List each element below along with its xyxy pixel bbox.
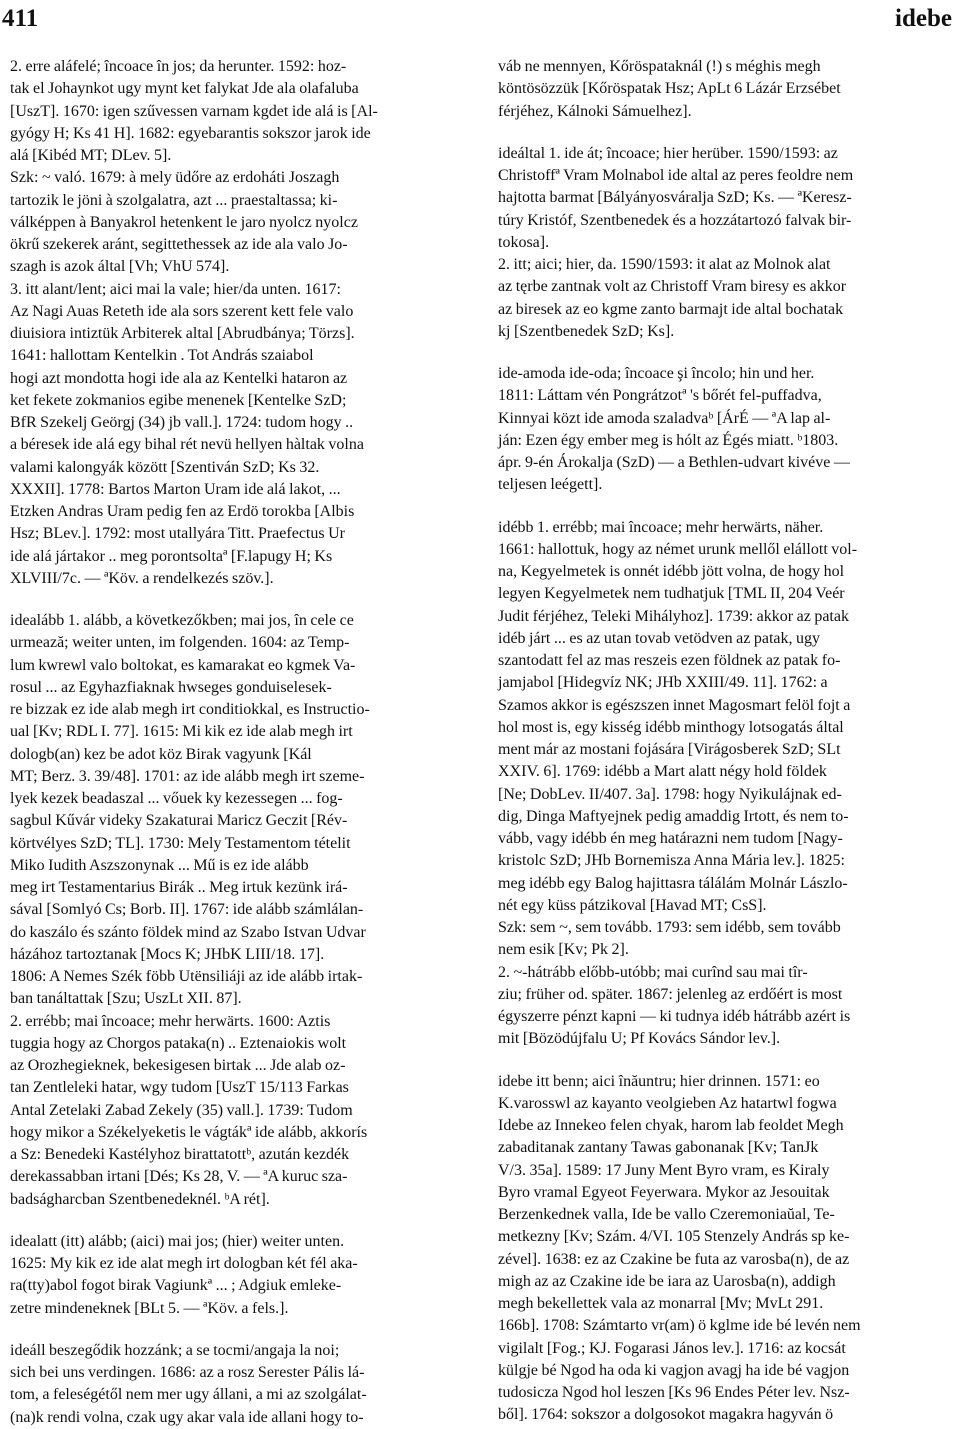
text-line: külgje bé Ngod ha oda ki vagjon avagj ha ide bé vagjon — [498, 1361, 850, 1379]
dictionary-entry — [498, 56, 950, 123]
text-line: migh az az Czakine ide be iara az Uarosba(n), addigh — [498, 1272, 836, 1290]
text-line: Christoffª Vram Molnabol ide altal az peres feoldre nem — [498, 167, 854, 184]
text-line: az Orozhegieknek, bekesigesen birtak ... Jde alab oz- — [10, 1057, 346, 1074]
dictionary-entry — [10, 56, 462, 167]
text-line: a béresek ide alá egy bihal rét nevü hellyen hàltak volna — [10, 436, 364, 454]
page-number: 411 — [2, 5, 39, 32]
text-line: vább, vagy idébb én meg határazni nem tudom [Nagy- — [498, 830, 843, 847]
text-line: köntösözzük [Kőröspatak Hsz; ApLt 6 Lázár Erzsébet — [498, 80, 841, 98]
dictionary-entry — [10, 1231, 462, 1320]
text-line: válképpen à Banyakrol hetenkent le jaro nyolcz nyolcz — [10, 213, 358, 231]
text-line: ziu; früher od. später. 1867: jelenleg az erdőért is most — [498, 985, 843, 1003]
paragraph-gap — [498, 123, 950, 143]
dictionary-entry — [498, 254, 950, 343]
text-line: tom, a feleségétől nem mer ugy állani, a mi az szolgálat- — [10, 1386, 367, 1404]
text-line: váb ne mennyen, Kőröspataknál (!) s méghis megh — [498, 58, 821, 75]
text-line: 1806: A Nemes Szék föbb Utënsiliáji az ide alább irtak- — [10, 968, 363, 985]
text-line: ket fekete zokmanios egibe menenek [Kentelke SzD; — [10, 391, 347, 409]
text-line: tan Zentleleki hatar, wgy tudom [UszT 15/113 Farkas — [10, 1079, 349, 1097]
text-line: lum kwrewl valo boltokat, es kamarakat eo kgmek Va- — [10, 656, 356, 674]
text-line: dologb(an) kez be adot köz Birak vagyunk [Kál — [10, 745, 312, 763]
text-line: tartozik le jöni à szolgalatra, azt ... praestaltassa; ki- — [10, 191, 338, 209]
text-line: meg irt Testamentarius Birák .. Meg irtuk kezünk irá- — [10, 879, 348, 896]
text-line: XLVIII/7c. — ªKöv. a rendelkezés szöv.]. — [10, 569, 274, 587]
text-line: 1811: Láttam vén Pongrátzotª 's bőrét fel-puffadva, — [498, 387, 822, 405]
text-line: Szamos akkor is egészszen innet Magosmart felöl fojt a — [498, 696, 851, 714]
dictionary-entry — [498, 517, 950, 918]
text-line: sagbul Kűvár videky Szakaturai Maricz Geczit [Rév- — [10, 812, 348, 830]
text-line: MT; Berz. 3. 39/48]. 1701: az ide alább megh irt szeme- — [10, 767, 365, 785]
text-line: zetre mindeneknek [BLt 5. — ªKöv. a fels.]. — [10, 1299, 289, 1317]
text-line: nét egy küss pátzikoval [Havad MT; CsS]. — [498, 896, 767, 914]
dictionary-entry — [498, 962, 950, 1051]
text-line: körtvélyes SzD; TL]. 1730: Mely Testamentom tételit — [10, 834, 351, 852]
right-column — [498, 56, 950, 1427]
text-line: Judit férjéhez, Teleki Mihályhoz]. 1739: akkor az patak — [498, 607, 849, 625]
text-line: Kinnyai közt ide amoda szaladvaᵇ [ÁrÉ — ªA lap al- — [498, 409, 831, 427]
text-line: 1661: hallottuk, hogy az német urunk mellől elállott vol- — [498, 540, 858, 558]
text-line: Az Nagi Auas Reteth ide ala sors szerent kett fele valo — [10, 302, 354, 320]
text-line: derekassabban irtani [Dés; Ks 28, V. — ªA kuruc sza- — [10, 1168, 348, 1186]
text-line: hogi azt mondotta hogi ide ala az Kentelki hataron az — [10, 369, 348, 387]
paragraph-gap — [498, 343, 950, 363]
paragraph-gap — [10, 590, 462, 610]
dictionary-entry — [498, 917, 950, 962]
text-line: a Sz: Benedeki Kastélyhoz birattatottᵇ, azután kezdék — [10, 1146, 350, 1163]
paragraph-gap — [10, 1211, 462, 1231]
text-line: hajtotta barmat [Bályányosváralja SzD; Ks. — ªKeresz- — [498, 189, 852, 207]
text-line: Antal Zetelaki Zabad Zekely (35) vall.]. 1739: Tudom — [10, 1101, 353, 1119]
text-line: diuisiora intiztük Arbiterek altal [Abrudbánya; Törzs]. — [10, 325, 355, 342]
text-line: 3. itt alant/lent; aici mai la vale; hier/da unten. 1617: — [10, 280, 341, 298]
text-line: ápr. 9-én Árokalja (SzD) — a Bethlen-udvart kivéve — — [498, 454, 850, 471]
text-line: metkezny [Kv; Szám. 4/VI. 105 Stenzely András sp ke- — [498, 1228, 850, 1246]
text-line: megh bekellettek vala az monarral [Mv; MvLt 291. — [498, 1295, 824, 1312]
text-line: legyen Kegyelmetek nem tudhatjuk [TML II, 204 Veér — [498, 585, 845, 603]
text-line: kristolc SzD; JHb Bornemisza Anna Mária lev.]. 1825: — [498, 852, 845, 870]
text-line: [Ne; DobLev. II/407. 3a]. 1798: hogy Nyikulájnak ed- — [498, 785, 842, 803]
left-column — [10, 56, 462, 1429]
paragraph-gap — [498, 1051, 950, 1071]
text-line: urmează; weiter unten, im folgenden. 1604: az Temp- — [10, 634, 350, 652]
text-line: idébb 1. errébb; mai încoace; mehr herwärts, näher. — [498, 518, 824, 536]
dictionary-entry — [498, 363, 950, 497]
dictionary-entry — [10, 1011, 462, 1211]
text-line: jamjabol [Hidegvíz NK; JHb XXIII/49. 11]. 1762: a — [498, 674, 828, 692]
text-line: Byro vramal Egyeot Feyerwara. Mykor az Jesouitak — [498, 1183, 830, 1201]
page-header — [0, 4, 960, 38]
dictionary-entry — [10, 167, 462, 278]
text-line: ideáll beszegődik hozzánk; a se tocmi/angaja la noi; — [10, 1341, 340, 1359]
text-line: ján: Ezen égy ember meg is hólt az Égés miatt. ᵇ1803. — [498, 431, 839, 449]
text-line: idebe itt benn; aici înăuntru; hier drinnen. 1571: eo — [498, 1072, 820, 1090]
text-line: 1641: hallottam Kentelkin . Tot András szaiabol — [10, 347, 314, 365]
text-line: lyek kezek beadaszal ... vőuek ky kezessegen ... fog- — [10, 790, 343, 807]
text-line: alá [Kibéd MT; DLev. 5]. — [10, 147, 172, 164]
text-line: XXXII]. 1778: Bartos Marton Uram ide alá lakot, ... — [10, 480, 341, 498]
text-line: meg idébb egy Balog hajittasra tálálám Molnár Lászlo- — [498, 874, 848, 892]
text-line: K.varosswl az kayanto veolgieben Az hatartwl fogwa — [498, 1094, 837, 1112]
text-line: V/3. 35a]. 1589: 17 Juny Ment Byro vram, es Kiraly — [498, 1161, 830, 1179]
dictionary-entry — [498, 1071, 950, 1427]
text-line: 2. erre aláfelé; încoace în jos; da herunter. 1592: hoz- — [10, 58, 347, 75]
text-line: Szk: sem ~, sem tovább. 1793: sem idébb, sem tovább — [498, 919, 841, 936]
text-line: nem esik [Kv; Pk 2]. — [498, 941, 629, 959]
text-line: tokosa]. — [498, 233, 550, 251]
text-line: égyszerre pénzt kapni — ki tudnya idéb hátrább azért is — [498, 1008, 851, 1025]
text-line: túry Kristóf, Szentbenedek és a hozzátartozó falvak bir- — [498, 211, 852, 229]
text-line: hogy mikor a Székelyeketis le vágtákª ide alább, akkorís — [10, 1123, 368, 1141]
text-line: idéb járt ... es az utan tovab vetödven az patak, ugy — [498, 629, 820, 647]
text-line: re bizzak ez ide alab megh irt conditiokkal, es Instructio- — [10, 701, 370, 718]
dictionary-entry — [10, 1340, 462, 1429]
text-line: Szk: ~ való. 1679: à mely üdőre az erdoháti Joszagh — [10, 169, 340, 187]
text-line: szagh is azok által [Vh; VhU 574]. — [10, 258, 230, 276]
text-line: házához tartoztanak [Mocs K; JHbK LIII/18. 17]. — [10, 945, 325, 963]
text-line: zabaditanak zantany Tawas gabonanak [Kv; TanJk — [498, 1139, 819, 1157]
text-line: Berzenkednek valla, Ide be vallo Czeremoniaŭal, Te- — [498, 1206, 835, 1223]
text-line: ből]. 1764: sokszor a dolgosokot magakra hagyván ö — [498, 1406, 834, 1424]
text-line: 2. errébb; mai încoace; mehr herwärts. 1600: Aztis — [10, 1012, 331, 1030]
text-line: Hsz; BLev.]. 1792: most utallyára Titt. Praefectus Ur — [10, 525, 345, 543]
text-line: BfR Szekelj Geörgj (34) jb vall.]. 1724: tudom hogy .. — [10, 414, 354, 431]
text-line: gyógy H; Ks 41 H]. 1682: egyebarantis sokszor jarok ide — [10, 124, 371, 142]
text-line: sával [Somlyó Cs; Borb. II]. 1767: ide alább számlálan- — [10, 901, 364, 919]
text-line: valami kalongyák között [Szentiván SzD; Ks 32. — [10, 458, 320, 476]
text-line: vigilalt [Fog.; KJ. Fogarasi János lev.]. 1716: az kocsát — [498, 1339, 846, 1357]
text-line: na, Kegyelmetek is onnét idébb jött volna, de hogy hol — [498, 563, 845, 580]
text-line: idealább 1. alább, a következőkben; mai jos, în cele ce — [10, 612, 354, 629]
text-line: ökrű szekerek aránt, segittethessek az ide ala valo Jo- — [10, 236, 348, 253]
text-line: ment már az mostani fojására [Virágosberek SzD; SLt — [498, 741, 841, 758]
running-head: idebe — [895, 5, 952, 32]
text-line: do kaszálo és szánto földek mind az Szabo Istvan Udvar — [10, 923, 366, 941]
text-line: ra(tty)abol fogot birak Vagiunkª ... ; Adgiuk emleke- — [10, 1277, 342, 1295]
text-line: teljesen leégett]. — [498, 476, 603, 494]
text-line: az tęrbe zantnak volt az Christoff Vram biresy es akkor — [498, 278, 847, 296]
text-line: 2. ~-hátrább előbb-utóbb; mai curînd sau mai tîr- — [498, 963, 808, 981]
text-line: dig, Dinga Maftyejnek pedig amaddig Irtott, és nem to- — [498, 807, 849, 825]
paragraph-gap — [10, 1320, 462, 1340]
text-line: sich bei uns verdingen. 1686: az a rosz Serester Pális lá- — [10, 1364, 365, 1381]
text-line: Idebe az Innekeo felen chyak, harom lab feoldet Megh — [498, 1117, 844, 1134]
dictionary-entry — [10, 610, 462, 1011]
text-line: ual [Kv; RDL I. 77]. 1615: Mi kik ez ide alab megh irt — [10, 723, 353, 741]
text-line: az biresek az eo kgme zanto barmajt ide altal bochatak — [498, 300, 844, 318]
text-line: mit [Bözödújfalu U; Pf Kovács Sándor lev.]. — [498, 1030, 781, 1048]
text-line: 1625: My kik ez ide alat megh irt dologban két fél aka- — [10, 1255, 358, 1272]
text-line: (na)k rendi volna, czak ugy akar vala ide allani hogy to- — [10, 1408, 364, 1426]
text-line: [UszT]. 1670: igen szűvessen varnam kgdet ide alá is [Al- — [10, 102, 378, 120]
text-line: XXIV. 6]. 1769: idébb a Mart alatt négy hold földek — [498, 763, 827, 781]
text-line: Miko Iudith Aszszonynak ... Mű is ez ide alább — [10, 856, 309, 874]
text-line: badságharcban Szentbenedeknél. ᵇA rét]. — [10, 1190, 270, 1208]
text-line: kj [Szentbenedek SzD; Ks]. — [498, 322, 675, 340]
text-line: Etzken Andras Uram pedig fen az Erdö torokba [Albis — [10, 503, 355, 520]
text-line: ban tanáltattak [Szu; UszLt XII. 87]. — [10, 990, 242, 1008]
paragraph-gap — [498, 497, 950, 517]
text-line: tudosicza Ngod hol leszen [Ks 96 Endes Péter lev. Nsz- — [498, 1384, 850, 1401]
dictionary-entry — [10, 279, 462, 591]
text-line: tuggia hogy az Chorgos pataka(n) .. Eztenaiokis wolt — [10, 1034, 347, 1052]
text-line: 2. itt; aici; hier, da. 1590/1593: it alat az Molnok alat — [498, 256, 831, 273]
text-line: 166b]. 1708: Számtarto vr(am) ö kglme ide bé levén nem — [498, 1317, 861, 1335]
text-line: ide alá jártakor .. meg porontsoltaª [F.lapugy H; Ks — [10, 547, 333, 565]
text-line: tak el Johaynkot ugy mynt ket falykat Jde ala olafaluba — [10, 80, 359, 98]
text-line: szantodatt fel az mas reszeis ezen földnek az patak fo- — [498, 652, 841, 669]
text-line: hol most is, egy kisség idébb minthogy lotsogatás által — [498, 718, 844, 736]
text-line: ide-amoda ide-oda; încoace şi încolo; hin und her. — [498, 365, 815, 382]
text-line: rosul ... az Egyhazfiaknak hwseges gonduiselesek- — [10, 678, 332, 696]
text-line: ideáltal 1. ide át; încoace; hier herüber. 1590/1593: az — [498, 144, 838, 162]
text-line: idealatt (itt) alább; (aici) mai jos; (hier) weiter unten. — [10, 1232, 345, 1250]
dictionary-entry — [498, 143, 950, 254]
text-line: zével]. 1638: ez az Czakine be futa az varosba(n), de az — [498, 1250, 850, 1268]
text-line: férjéhez, Kálnoki Sámuelhez]. — [498, 102, 692, 120]
